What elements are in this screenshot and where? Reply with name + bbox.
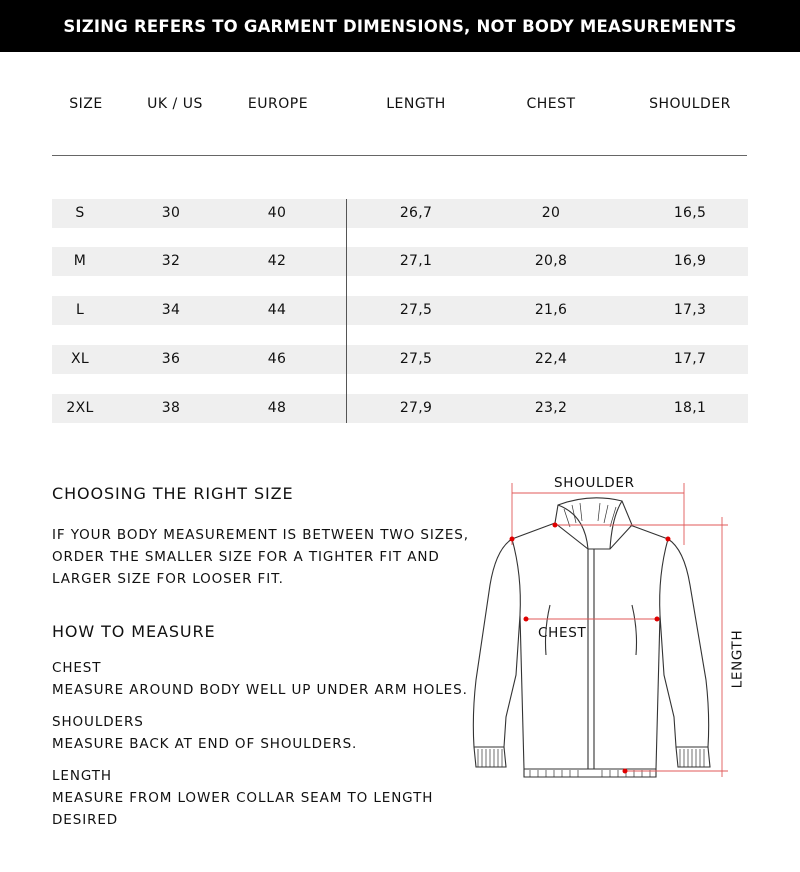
cell-shoulder: 17,7 [673, 351, 707, 367]
cell-size: 2XL [66, 400, 94, 416]
cell-uk-us: 36 [161, 351, 181, 367]
header-size: SIZE [69, 96, 103, 112]
cell-chest: 20 [541, 205, 561, 221]
banner-text: SIZING REFERS TO GARMENT DIMENSIONS, NOT BODY MEASUREMENTS [63, 16, 737, 36]
header-divider [52, 155, 747, 156]
cell-europe: 40 [267, 205, 287, 221]
cell-length: 27,5 [399, 302, 433, 318]
choosing-title: CHOOSING THE RIGHT SIZE [52, 484, 294, 503]
cell-shoulder: 18,1 [673, 400, 707, 416]
diagram-length-label: LENGTH [729, 629, 746, 689]
cell-length: 26,7 [399, 205, 433, 221]
title-banner [0, 0, 800, 52]
choosing-line: ORDER THE SMALLER SIZE FOR A TIGHTER FIT AND [52, 549, 440, 565]
table-row [52, 296, 748, 325]
cell-shoulder: 17,3 [673, 302, 707, 318]
cell-size: M [73, 253, 87, 269]
choosing-line: IF YOUR BODY MEASUREMENT IS BETWEEN TWO SIZES, [52, 527, 469, 543]
cell-europe: 42 [267, 253, 287, 269]
header-chest: CHEST [526, 96, 576, 112]
column-divider [346, 199, 347, 423]
header-shoulder: SHOULDER [649, 96, 731, 112]
cell-length: 27,1 [399, 253, 433, 269]
cell-europe: 46 [267, 351, 287, 367]
cell-uk-us: 38 [161, 400, 181, 416]
table-row [52, 345, 748, 374]
length-instruction: DESIRED [52, 812, 119, 828]
table-row [52, 199, 748, 228]
choosing-line: LARGER SIZE FOR LOOSER FIT. [52, 571, 284, 587]
cell-uk-us: 34 [161, 302, 181, 318]
cell-uk-us: 32 [161, 253, 181, 269]
shoulders-instruction: MEASURE BACK AT END OF SHOULDERS. [52, 736, 358, 752]
measurement-diagram [460, 465, 760, 795]
how-to-title: HOW TO MEASURE [52, 622, 216, 641]
cell-shoulder: 16,9 [673, 253, 707, 269]
cell-size: S [75, 205, 85, 221]
jacket-icon [460, 465, 760, 795]
diagram-chest-label: CHEST [538, 625, 587, 641]
header-length: LENGTH [386, 96, 446, 112]
cell-europe: 44 [267, 302, 287, 318]
cell-length: 27,5 [399, 351, 433, 367]
length-label: LENGTH [52, 768, 112, 784]
table-row [52, 394, 748, 423]
cell-chest: 23,2 [534, 400, 568, 416]
cell-uk-us: 30 [161, 205, 181, 221]
cell-size: L [75, 302, 85, 318]
shoulders-label: SHOULDERS [52, 714, 144, 730]
cell-chest: 22,4 [534, 351, 568, 367]
cell-chest: 20,8 [534, 253, 568, 269]
header-europe: EUROPE [247, 96, 309, 112]
header-uk-us: UK / US [147, 96, 203, 112]
cell-chest: 21,6 [534, 302, 568, 318]
chest-instruction: MEASURE AROUND BODY WELL UP UNDER ARM HOLES. [52, 682, 468, 698]
cell-europe: 48 [267, 400, 287, 416]
chest-label: CHEST [52, 660, 102, 676]
cell-size: XL [71, 351, 89, 367]
length-instruction: MEASURE FROM LOWER COLLAR SEAM TO LENGTH [52, 790, 434, 806]
cell-shoulder: 16,5 [673, 205, 707, 221]
diagram-shoulder-label: SHOULDER [554, 475, 635, 491]
cell-length: 27,9 [399, 400, 433, 416]
table-row [52, 247, 748, 276]
